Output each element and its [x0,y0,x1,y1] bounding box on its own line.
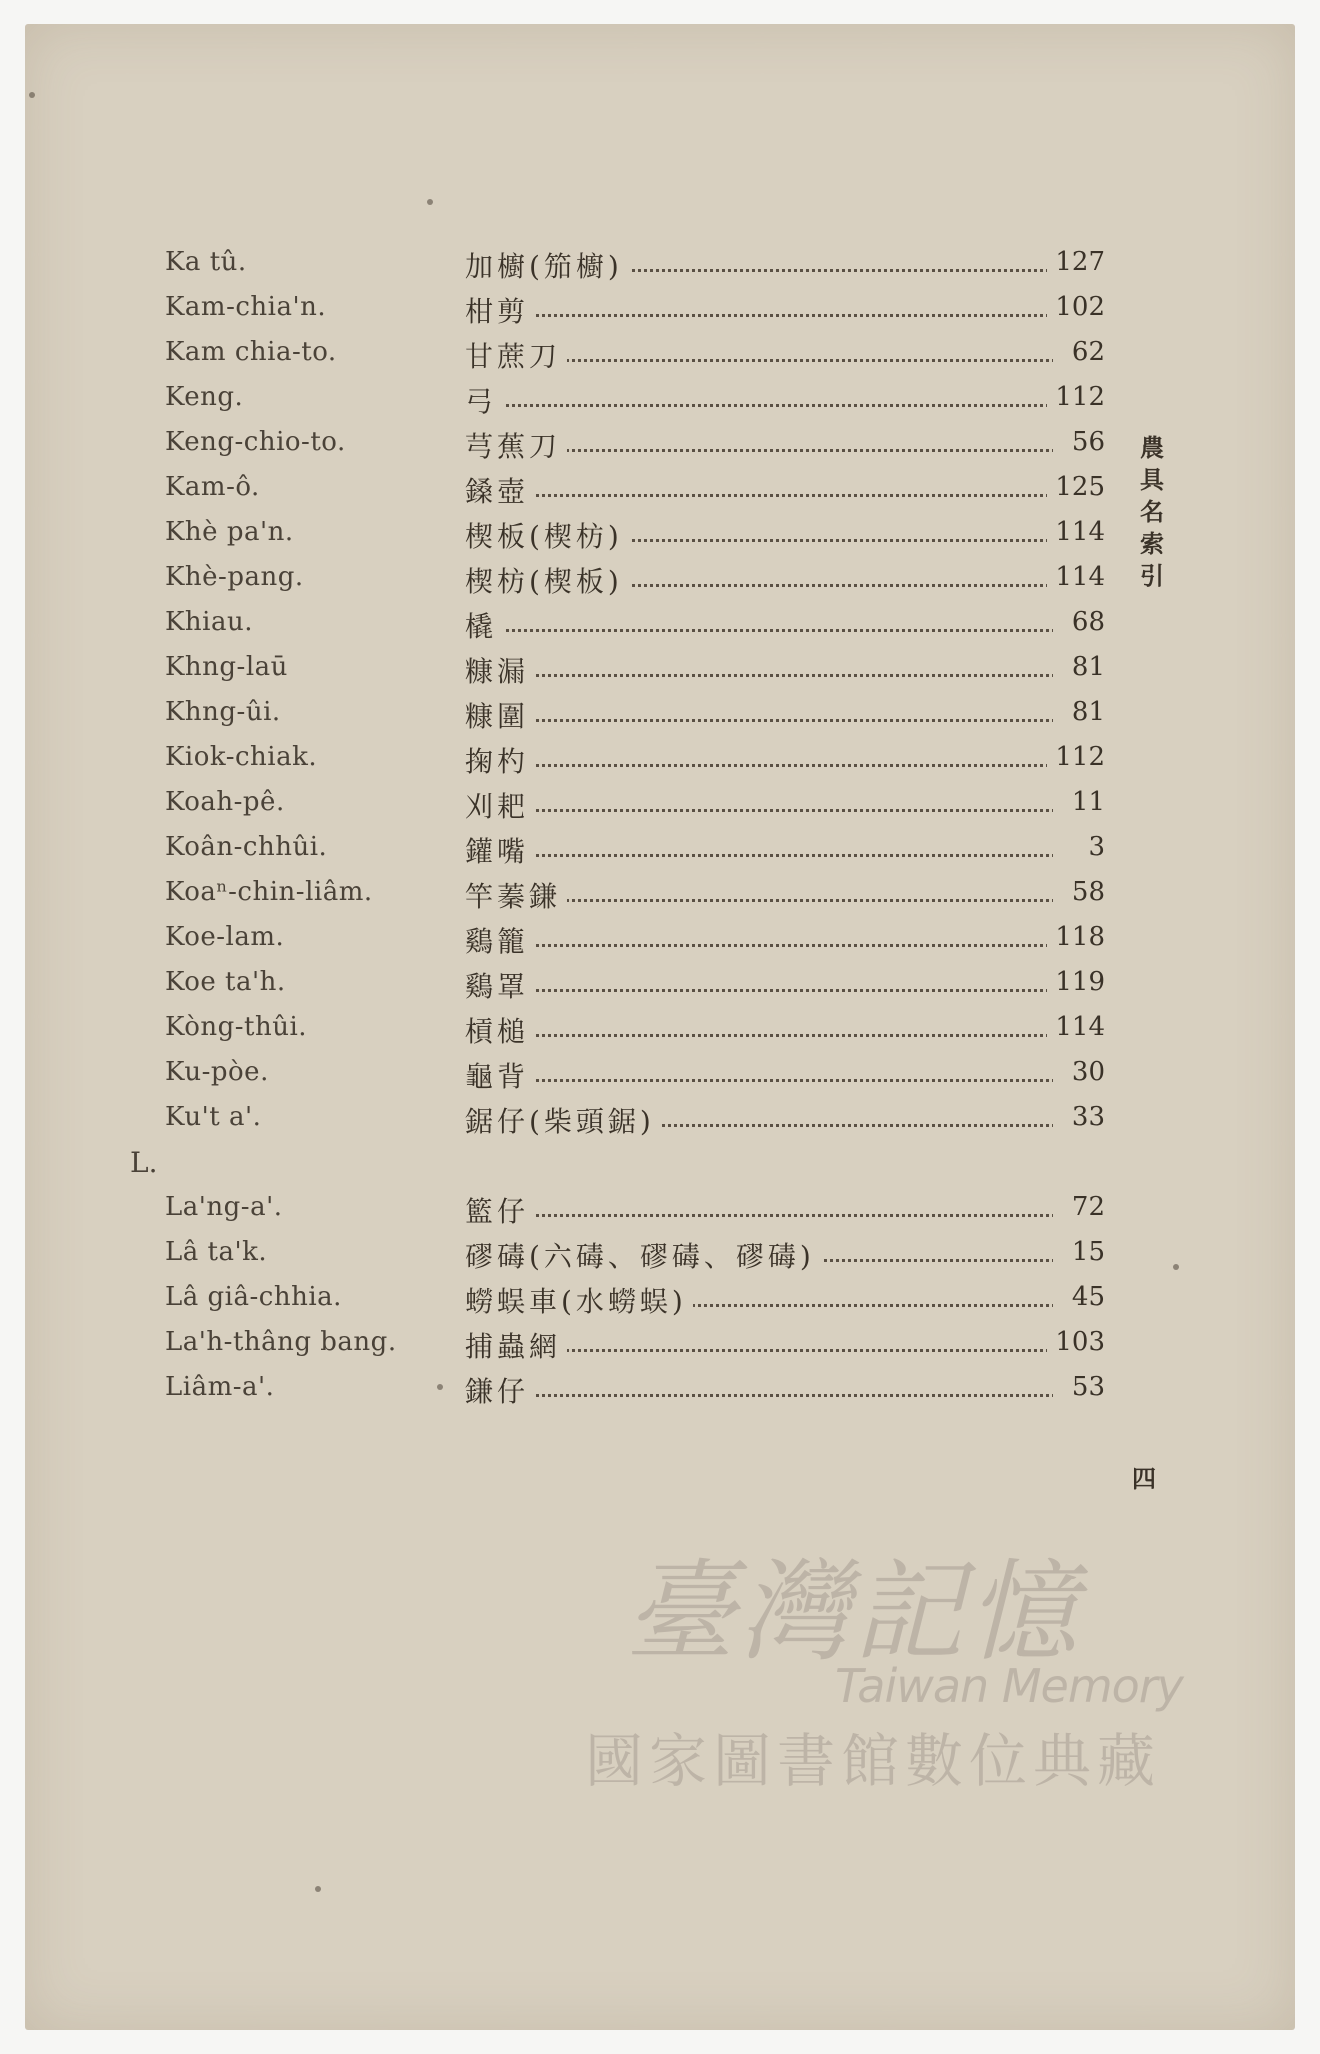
term: 糠圍 [465,695,535,735]
term: 蟧蜈車(水蟧蜈) [465,1280,693,1320]
romanization: Khè-pang. [165,562,304,592]
romanization: Koe-lam. [165,922,285,952]
romanization: La'h-thâng bang. [165,1327,397,1357]
term: 掬杓 [465,740,535,780]
term: 楔枋(楔板) [465,560,629,600]
page-number: 114 [1047,517,1105,547]
term: 槓槌 [465,1010,535,1050]
romanization: Koaⁿ-chin-liâm. [165,877,373,907]
page-number: 112 [1047,742,1105,772]
romanization: Koah-pê. [165,787,285,817]
romanization: Liâm-a'. [165,1372,275,1402]
romanization: Ka tû. [165,247,247,277]
term: 鋸仔(柴頭鋸) [465,1100,661,1140]
index-entry [25,292,1295,332]
page-number: 62 [1053,337,1105,367]
term: 加櫥(笳櫥) [465,245,629,285]
page-number: 53 [1053,1372,1105,1402]
dot-leader [475,314,1087,317]
page-number: 81 [1053,652,1105,682]
page-number: 119 [1047,967,1105,997]
side-title: 農 具 名 索 引 [1140,433,1164,590]
dot-leader [475,719,1087,722]
book-page [25,24,1295,2030]
dot-leader [475,989,1087,992]
term: 捕蟲網 [465,1325,567,1365]
romanization: Khng-laū [165,652,288,682]
term: 弓 [465,380,503,420]
page-number: 15 [1053,1237,1105,1267]
index-entry [25,967,1295,1007]
romanization: Keng. [165,382,244,412]
term: 橇 [465,605,503,645]
romanization: La'ng-a'. [165,1192,283,1222]
index-entry [25,1192,1295,1232]
page-number: 72 [1053,1192,1105,1222]
romanization: Koe ta'h. [165,967,286,997]
page-number: 45 [1053,1282,1105,1312]
watermark [585,1524,1245,1844]
term: 竿蓁鎌 [465,875,567,915]
romanization: Khiau. [165,607,253,637]
speck [1173,1264,1179,1270]
term: 糠漏 [465,650,535,690]
index-entry [25,1057,1295,1097]
term: 芎蕉刀 [465,425,567,465]
index-entry [25,877,1295,917]
index-entry [25,607,1295,647]
term: 柑剪 [465,290,535,330]
index-entry [25,922,1295,962]
section-letter: L. [130,1146,158,1179]
dot-leader [475,764,1087,767]
index-entry [25,1102,1295,1142]
term: 楔板(楔枋) [465,515,629,555]
romanization: Kam chia-to. [165,337,337,367]
index-entry [25,787,1295,827]
index-entry [25,472,1295,512]
page-number: 68 [1053,607,1105,637]
romanization: Kam-chia'n. [165,292,327,322]
speck [427,199,433,205]
term: 刈耙 [465,785,535,825]
index-entry [25,652,1295,692]
page-number: 114 [1047,562,1105,592]
dot-leader [475,1079,1087,1082]
dot-leader [475,809,1087,812]
romanization: Lâ ta'k. [165,1237,268,1267]
index-entry [25,1237,1295,1277]
index-entry [25,1372,1295,1412]
romanization: Keng-chio-to. [165,427,346,457]
dot-leader [475,674,1087,677]
page-number: 56 [1053,427,1105,457]
index-entry [25,1327,1295,1367]
watermark-subtitle: 國家圖書館數位典藏 [585,1727,1162,1795]
dot-leader [475,404,1087,407]
dot-leader [475,944,1087,947]
term: 籃仔 [465,1190,535,1230]
page-number: 102 [1047,292,1105,322]
index-entry [25,1282,1295,1322]
term: 磟碡(六碡、磟碡、磟碡) [465,1235,821,1275]
page-number: 114 [1047,1012,1105,1042]
romanization: Koân-chhûi. [165,832,328,862]
term: 鎌仔 [465,1370,535,1410]
index-entry [25,382,1295,422]
index-entry [25,742,1295,782]
dot-leader [475,629,1087,632]
term: 鑵嘴 [465,830,535,870]
speck [315,1886,321,1892]
index-entry [25,247,1295,287]
page-number: 112 [1047,382,1105,412]
romanization: Lâ giâ-chhia. [165,1282,342,1312]
index-entry [25,337,1295,377]
term: 鷄罩 [465,965,535,1005]
term: 龜背 [465,1055,535,1095]
index-entry [25,832,1295,872]
page-number: 103 [1047,1327,1105,1357]
romanization: Khè pa'n. [165,517,294,547]
romanization: Kòng-thûi. [165,1012,308,1042]
romanization: Ku't a'. [165,1102,262,1132]
index-entry [25,562,1295,602]
dot-leader [475,1034,1087,1037]
index-entry [25,517,1295,557]
index-entry [25,1012,1295,1052]
page-number: 127 [1047,247,1105,277]
page-number: 118 [1047,922,1105,952]
dot-leader [475,494,1087,497]
term: 鎟壺 [465,470,535,510]
page-number: 58 [1053,877,1105,907]
dot-leader [475,854,1087,857]
speck [437,1384,443,1390]
side-page-number: 四 [1132,1464,1156,1493]
watermark-title: 臺灣記憶 [625,1548,1081,1676]
page-number: 33 [1053,1102,1105,1132]
index-entry [25,427,1295,467]
page-number: 3 [1053,832,1105,862]
watermark-english: Taiwan Memory [835,1659,1183,1713]
romanization: Kiok-chiak. [165,742,318,772]
index-entry [25,697,1295,737]
romanization: Ku-pòe. [165,1057,269,1087]
page-number: 125 [1047,472,1105,502]
term: 甘蔗刀 [465,335,567,375]
term: 鷄籠 [465,920,535,960]
speck [29,92,35,98]
page-number: 30 [1053,1057,1105,1087]
dot-leader [475,1394,1087,1397]
romanization: Kam-ô. [165,472,260,502]
romanization: Khng-ûi. [165,697,281,727]
dot-leader [475,1214,1087,1217]
page-number: 11 [1053,787,1105,817]
page-number: 81 [1053,697,1105,727]
